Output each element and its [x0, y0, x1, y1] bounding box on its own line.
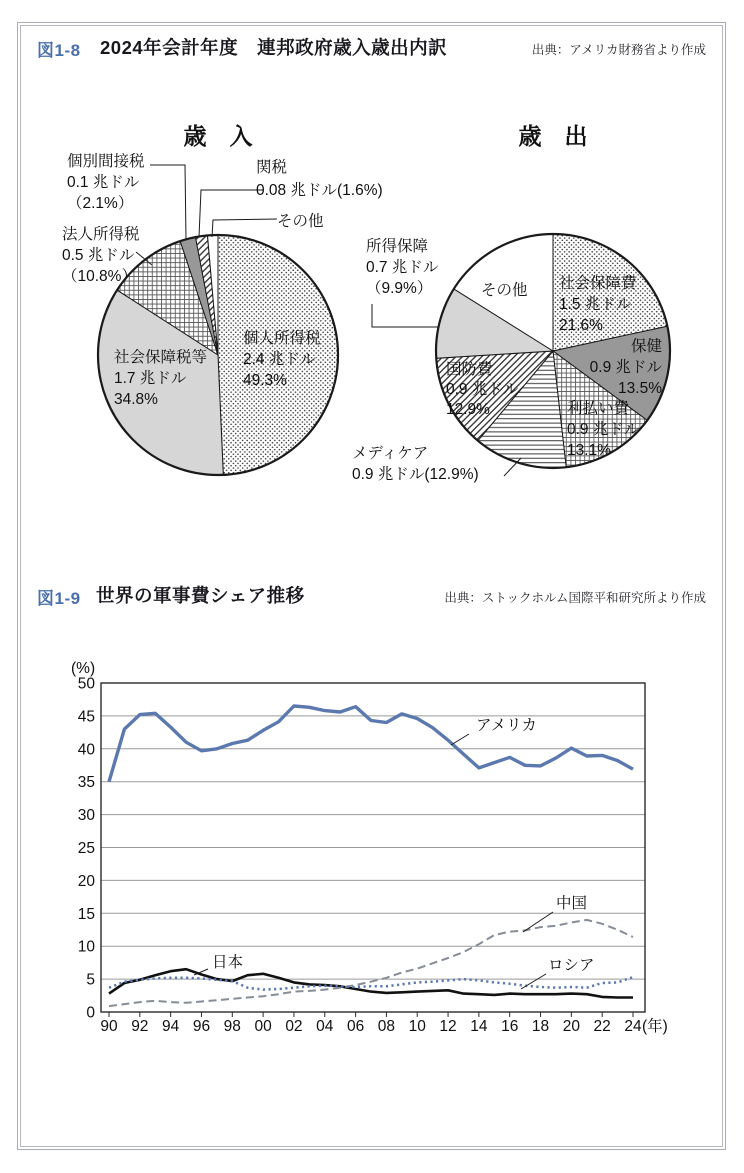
y-tick-label: 25 — [77, 840, 95, 857]
pie-label-expenditure-other: その他 — [481, 282, 528, 299]
x-tick-label: 18 — [531, 1018, 550, 1035]
pie-label-individual-income-tax: 個人所得税 2.4 兆ドル 49.3% — [243, 330, 321, 389]
pie-label-income-security: 所得保障 0.7 兆ドル （9.9%） — [366, 238, 439, 297]
label-leader-line — [199, 190, 263, 237]
x-tick-label: 20 — [562, 1018, 580, 1035]
figure-1-8-tag: 図1-8 — [37, 41, 81, 60]
x-tick-label: 10 — [408, 1018, 426, 1035]
series-label: アメリカ — [476, 717, 537, 734]
x-tick-label: 02 — [285, 1018, 303, 1035]
x-tick-label: 06 — [346, 1018, 365, 1035]
y-tick-label: 35 — [77, 774, 95, 792]
label-leader-line — [150, 165, 186, 239]
x-tick-label: 14 — [470, 1018, 488, 1035]
pie-label-interest: 利払い費 0.9 兆ドル 13.1% — [567, 400, 640, 459]
pie-label-social-security-cost: 社会保障費 1.5 兆ドル 21.6% — [559, 275, 637, 334]
series-label-leader — [523, 912, 553, 932]
pie-label-social-security-tax: 社会保障税等 1.7 兆ドル 34.8% — [114, 349, 208, 408]
y-tick-label: 40 — [77, 741, 95, 759]
y-tick-label: 50 — [77, 675, 95, 693]
figure-1-9-title: 世界の軍事費シェア推移 — [96, 585, 305, 606]
y-axis-unit-label: (%) — [71, 660, 96, 677]
x-tick-label: 24 — [624, 1018, 642, 1035]
figure-1-9-source: 出典：ストックホルム国際平和研究所より作成 — [444, 591, 706, 605]
pie-label-health: 保健 0.9 兆ドル 13.5% — [589, 338, 662, 397]
series-label: 中国 — [556, 895, 588, 912]
pie-label-medicare: メディケア 0.9 兆ドル(12.9%) — [352, 445, 479, 483]
pie-label-revenue-other: その他 — [277, 213, 324, 230]
x-tick-label: 04 — [316, 1018, 334, 1035]
x-tick-label: 90 — [100, 1018, 118, 1035]
pie-label-customs: 関税 0.08 兆ドル(1.6%) — [256, 159, 383, 199]
x-tick-label: 94 — [162, 1018, 180, 1035]
figure-1-8-title: 2024年会計年度 連邦政府歳入歳出内訳 — [100, 37, 448, 58]
x-tick-label: 22 — [593, 1018, 611, 1035]
label-leader-line — [372, 304, 438, 327]
x-tick-label: 12 — [439, 1018, 457, 1035]
y-tick-label: 15 — [77, 905, 95, 923]
y-tick-label: 0 — [86, 1004, 95, 1022]
y-tick-label: 30 — [77, 807, 95, 825]
x-axis-unit-label: (年) — [642, 1018, 668, 1035]
x-tick-label: 16 — [501, 1018, 519, 1035]
y-tick-label: 20 — [77, 872, 95, 890]
pie-label-excise-tax: 個別間接税 0.1 兆ドル （2.1%） — [67, 153, 145, 212]
revenue-pie-title: 歳 入 — [183, 123, 253, 149]
x-tick-label: 08 — [377, 1018, 396, 1035]
line-series — [109, 706, 633, 782]
y-tick-label: 45 — [77, 708, 95, 726]
x-tick-label: 00 — [254, 1018, 272, 1035]
x-tick-label: 98 — [223, 1018, 241, 1035]
y-tick-label: 10 — [77, 938, 95, 956]
figure-1-9-tag: 図1-9 — [37, 589, 81, 608]
series-label: ロシア — [548, 957, 595, 974]
figure-1-8-source: 出典：アメリカ財務省より作成 — [531, 43, 706, 57]
series-label-leader — [451, 734, 469, 745]
pie-label-corporate-tax: 法人所得税 0.5 兆ドル （10.8%） — [62, 226, 140, 285]
pie-label-defense: 国防費 0.9 兆ドル 12.9% — [446, 361, 519, 418]
x-tick-label: 96 — [192, 1018, 211, 1035]
x-tick-label: 92 — [131, 1018, 149, 1035]
expenditure-pie-title: 歳 出 — [518, 123, 588, 149]
y-tick-label: 5 — [86, 971, 95, 989]
series-label: 日本 — [212, 954, 244, 971]
